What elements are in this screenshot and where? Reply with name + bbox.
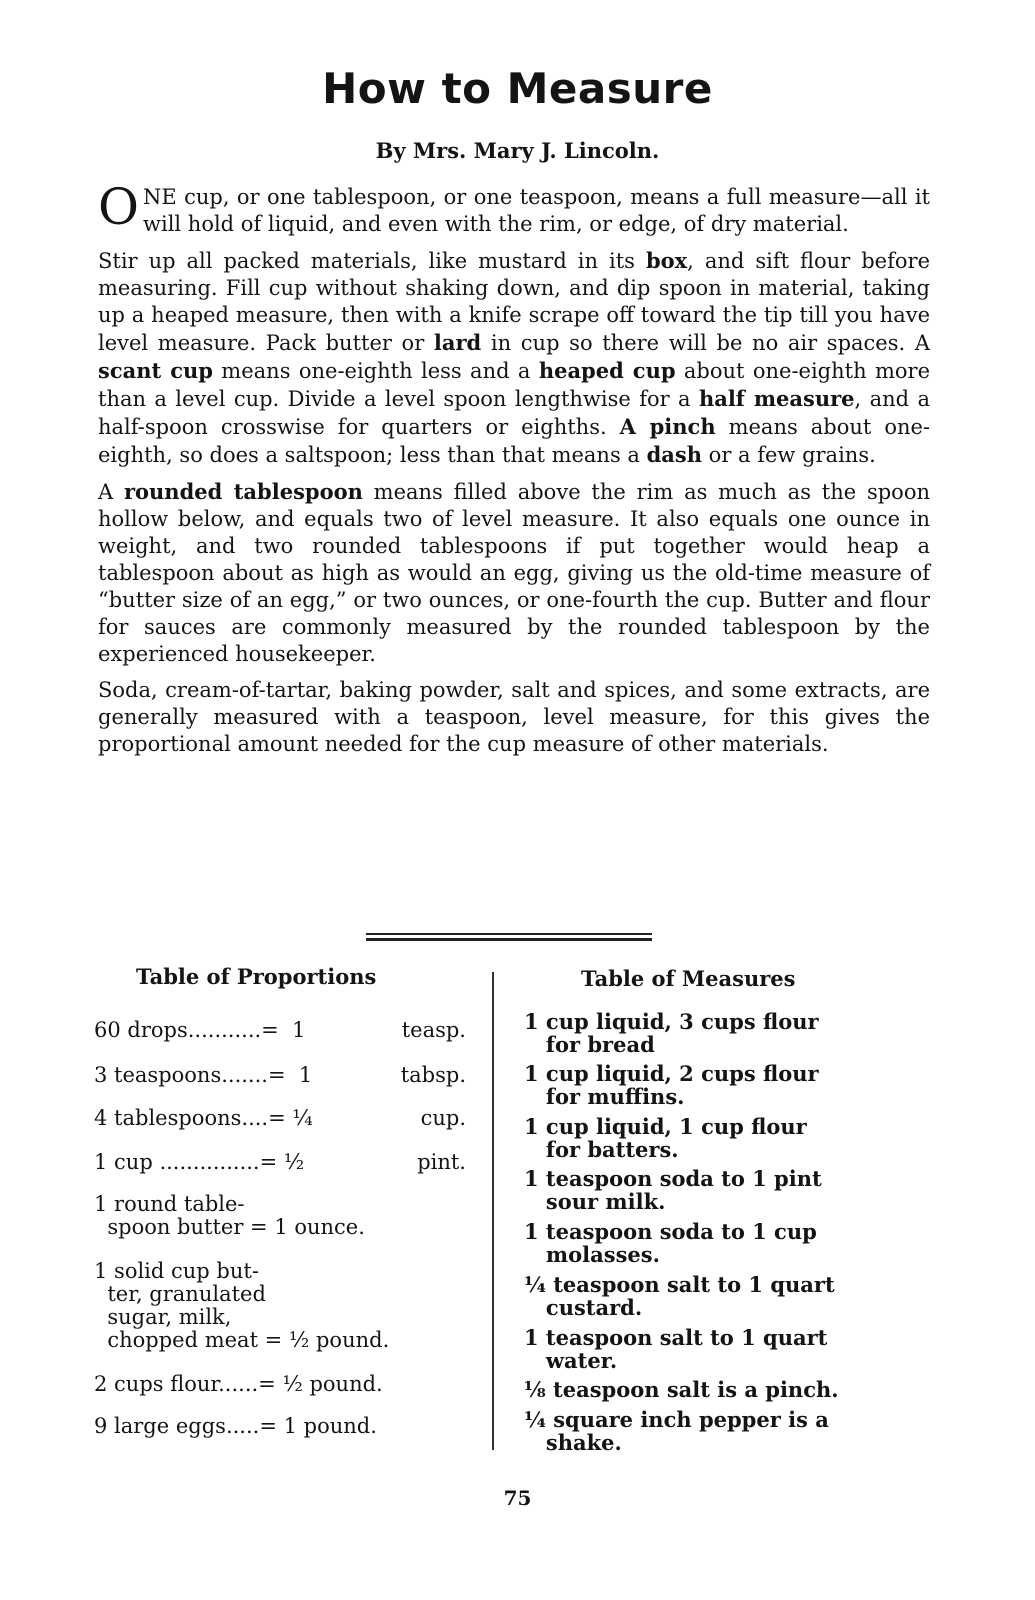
text-run: about one-eighth more than a level cup. Divide a level spoon lengthwise for a <box>98 359 931 411</box>
proportion-lhs: 1 cup ...............= ½ <box>94 1150 305 1174</box>
text-run: , and a half-spoon crosswise for quarters or eighths. <box>98 387 930 439</box>
emphasis: heaped cup <box>538 358 676 383</box>
measure-row <box>524 1326 904 1372</box>
proportion-row <box>94 1193 466 1239</box>
text-run: means about one-eighth, so does a saltspoon; less than that means a <box>98 415 931 467</box>
proportion-rhs: tabsp. <box>400 1063 466 1087</box>
emphasis: rounded tablespoon <box>123 479 363 504</box>
proportion-text: 2 cups flour......= ½ pound. <box>94 1372 383 1396</box>
page-number: 75 <box>503 1486 532 1510</box>
double-rule-divider <box>366 933 652 942</box>
byline: By Mrs. Mary J. Lincoln. <box>375 138 660 163</box>
measure-row <box>524 1408 904 1454</box>
text-run: in cup so there will be no air spaces. A <box>481 331 930 355</box>
proportion-rhs: cup. <box>420 1106 466 1130</box>
article-body <box>98 178 931 767</box>
emphasis: dash <box>646 442 702 467</box>
measure-row <box>524 1273 904 1319</box>
proportion-text: 1 round table- spoon butter = 1 ounce. <box>94 1192 365 1239</box>
measure-text: ¼ teaspoon salt to 1 quart custard. <box>524 1272 835 1320</box>
page-title: How to Measure <box>322 64 713 113</box>
text-run: Stir up all packed materials, like mustard in its <box>98 249 646 273</box>
proportion-lhs: 4 tablespoons....= ¼ <box>94 1106 313 1130</box>
measure-text: 1 teaspoon soda to 1 pint sour milk. <box>524 1166 822 1214</box>
proportion-text: 1 solid cup but- ter, granulated sugar, milk, chopped meat = ½ pound. <box>94 1259 390 1352</box>
proportion-row <box>94 1415 466 1438</box>
measure-row <box>524 1115 904 1161</box>
drop-cap: O <box>98 178 139 236</box>
measures-heading: Table of Measures <box>581 966 796 991</box>
text-run: or a few grains. <box>702 443 876 467</box>
measure-text: 1 cup liquid, 3 cups flour for bread <box>524 1009 819 1057</box>
proportion-text: 9 large eggs.....= 1 pound. <box>94 1414 377 1438</box>
emphasis: box <box>645 248 688 273</box>
emphasis: scant cup <box>98 358 213 383</box>
measure-row <box>524 1220 904 1266</box>
proportion-lhs: 3 teaspoons.......= 1 <box>94 1063 313 1087</box>
emphasis: half measure <box>698 386 855 411</box>
paragraph-4: Soda, cream-of-tartar, baking powder, salt and spices, and some extracts, are generally measured with a teaspoon, level measure, for this gives the proportional amount needed for the cup measure of other materials. <box>98 678 930 756</box>
rule-line <box>366 938 652 941</box>
paragraph-1-text: NE cup, or one tablespoon, or one teaspoon, means a full measure—all it will hold of liquid, and even with the rim, or edge, of dry material. <box>143 185 930 236</box>
paragraph-2 <box>98 247 930 469</box>
measure-row <box>524 1378 904 1401</box>
measure-text: 1 teaspoon salt to 1 quart water. <box>524 1325 828 1373</box>
paragraph-1 <box>98 178 930 238</box>
proportion-rhs: pint. <box>417 1150 466 1174</box>
measure-text: 1 cup liquid, 2 cups flour for muffins. <box>524 1061 819 1109</box>
text-run: , and sift flour before measuring. Fill cup without shaking down, and dip spoon in material, taking up a heaped measure, then with a knife scrape off toward the tip till you have level measure. Pack butter or <box>98 249 930 355</box>
measure-text: ¼ square inch pepper is a shake. <box>524 1407 829 1455</box>
column-divider <box>492 972 494 1450</box>
proportion-row <box>94 1373 466 1396</box>
proportion-lhs: 60 drops...........= 1 <box>94 1018 306 1042</box>
proportion-row <box>94 1260 466 1352</box>
paragraph-3 <box>98 478 930 668</box>
emphasis: A pinch <box>619 414 716 439</box>
emphasis: lard <box>433 330 482 355</box>
measure-text: 1 cup liquid, 1 cup flour for batters. <box>524 1114 807 1162</box>
proportions-heading: Table of Proportions <box>136 964 377 989</box>
measure-row <box>524 1062 904 1108</box>
measure-row <box>524 1010 904 1056</box>
measure-row <box>524 1167 904 1213</box>
text-run: means one-eighth less and a <box>212 359 539 383</box>
measure-text: 1 teaspoon soda to 1 cup molasses. <box>524 1219 817 1267</box>
proportion-rhs: teasp. <box>401 1018 466 1042</box>
rule-line <box>366 933 652 935</box>
text-run: means filled above the rim as much as the spoon hollow below, and equals two of level measure. It also equals one ounce in weight, and two rounded tablespoons if put together would heap a tablespoon about as high as would an egg, giving us the old-time measure of “butter size of an egg,” or two ounces, or one-fourth the cup. Butter and flour for sauces are commonly measured by the rounded tablespoon by the experienced housekeeper. <box>98 480 930 666</box>
text-run: A <box>98 480 124 504</box>
measure-text: ⅛ teaspoon salt is a pinch. <box>524 1377 839 1402</box>
